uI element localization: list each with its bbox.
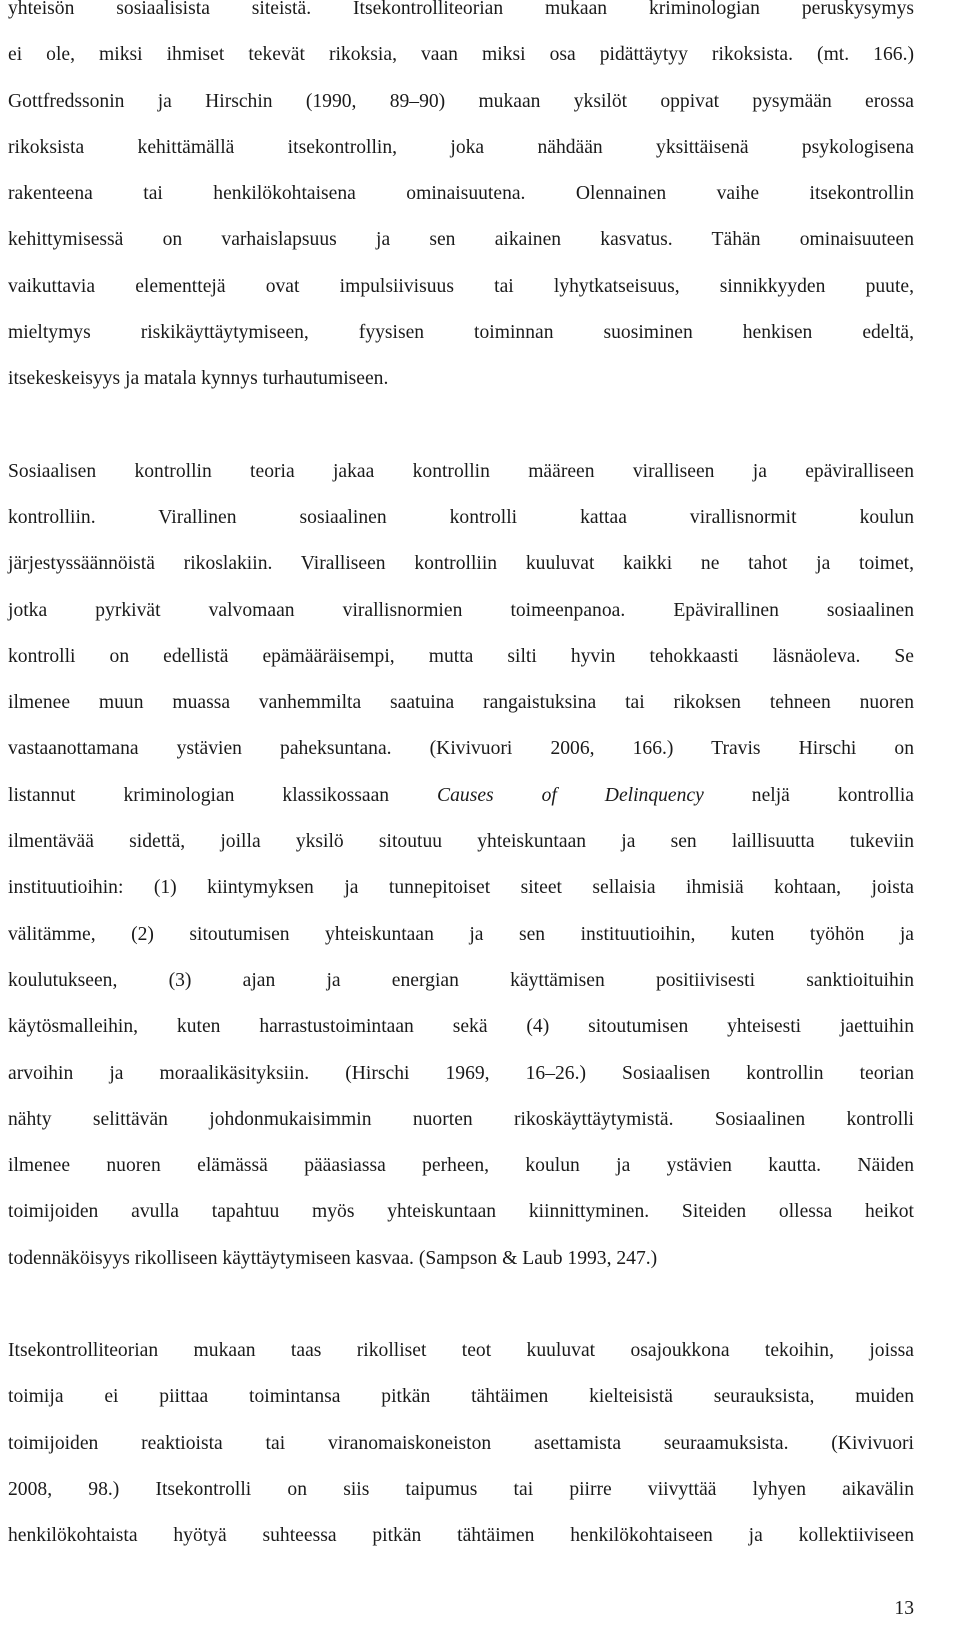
- page-number: 13: [894, 1598, 914, 1619]
- text-line: ei ole, miksi ihmiset tekevät rikoksia, vaan miksi osa pidättäytyy rikoksista. (mt. 166.): [8, 44, 914, 66]
- text-line: rikoksista kehittämällä itsekontrollin, joka nähdään yksittäisenä psykologisena: [8, 136, 914, 158]
- text-line: kontrolliin. Virallinen sosiaalinen kontrolli kattaa virallisnormit koulun: [8, 506, 914, 528]
- paragraph-3: [8, 1328, 914, 1559]
- text-line: vaikuttavia elementtejä ovat impulsiivisuus tai lyhytkatseisuus, sinnikkyyden puute,: [8, 275, 914, 297]
- text-line: Gottfredssonin ja Hirschin (1990, 89–90) mukaan yksilöt oppivat pysymään erossa: [8, 90, 914, 112]
- text-line: välitämme, (2) sitoutumisen yhteiskuntaan ja sen instituutioihin, kuten työhön ja: [8, 923, 914, 945]
- text-line: ilmenee muun muassa vanhemmilta saatuina rangaistuksina tai rikoksen tehneen nuoren: [8, 692, 914, 714]
- text-line: ilmentävää sidettä, joilla yksilö sitoutuu yhteiskuntaan ja sen laillisuutta tukeviin: [8, 831, 914, 853]
- text-line: todennäköisyys rikolliseen käyttäytymiseen kasvaa. (Sampson & Laub 1993, 247.): [8, 1247, 658, 1269]
- text-line: mieltymys riskikäyttäytymiseen, fyysisen toiminnan suosiminen henkisen edeltä,: [8, 322, 914, 344]
- text-line: käytösmalleihin, kuten harrastustoimintaan sekä (4) sitoutumisen yhteisesti jaettuihin: [8, 1016, 914, 1038]
- text-line: ilmenee nuoren elämässä pääasiassa perheen, koulun ja ystävien kautta. Näiden: [8, 1155, 914, 1177]
- paragraph-2: [8, 449, 914, 1282]
- text-segment: listannut kriminologian klassikossaan: [8, 784, 438, 806]
- text-line: toimijoiden reaktioista tai viranomaiskoneiston asettamista seuraamuksista. (Kivivuori: [8, 1432, 914, 1454]
- text-line: kehittymisessä on varhaislapsuus ja sen aikainen kasvatus. Tähän ominaisuuteen: [8, 229, 914, 251]
- text-line: kontrolli on edellistä epämääräisempi, mutta silti hyvin tehokkaasti läsnäoleva. Se: [8, 645, 914, 667]
- paragraph-1: [8, 0, 914, 403]
- text-line: toimija ei piittaa toimintansa pitkän tähtäimen kielteisistä seurauksista, muiden: [8, 1386, 914, 1408]
- paragraph-gap: [8, 1282, 914, 1328]
- text-segment: neljä kontrollia: [703, 784, 914, 806]
- text-line: 2008, 98.) Itsekontrolli on siis taipumus tai piirre viivyttää lyhyen aikavälin: [8, 1478, 914, 1500]
- book-title: Causes of Delinquency: [437, 784, 704, 806]
- text-line: toimijoiden avulla tapahtuu myös yhteiskuntaan kiinnittyminen. Siteiden ollessa heikot: [8, 1201, 914, 1223]
- text-line: henkilökohtaista hyötyä suhteessa pitkän tähtäimen henkilökohtaiseen ja kollektiiviseen: [8, 1525, 914, 1547]
- text-line: jotka pyrkivät valvomaan virallisnormien toimeenpanoa. Epävirallinen sosiaalinen: [8, 599, 914, 621]
- paragraph-gap: [8, 403, 914, 449]
- text-line: nähty selittävän johdonmukaisimmin nuorten rikoskäyttäytymistä. Sosiaalinen kontrolli: [8, 1108, 914, 1130]
- document-page: [8, 0, 914, 1560]
- text-line: järjestyssäännöistä rikoslakiin. Viralliseen kontrolliin kuuluvat kaikki ne tahot ja toimet,: [8, 553, 914, 575]
- text-line: instituutioihin: (1) kiintymyksen ja tunnepitoiset siteet sellaisia ihmisiä kohtaan, joista: [8, 877, 914, 899]
- text-line-with-title: [8, 773, 914, 819]
- text-line: itsekeskeisyys ja matala kynnys turhautumiseen.: [8, 368, 389, 390]
- text-line: koulutukseen, (3) ajan ja energian käyttämisen positiivisesti sanktioituihin: [8, 969, 914, 991]
- text-line: rakenteena tai henkilökohtaisena ominaisuutena. Olennainen vaihe itsekontrollin: [8, 183, 914, 205]
- text-line: Sosiaalisen kontrollin teoria jakaa kontrollin määreen viralliseen ja epäviralliseen: [8, 460, 914, 482]
- text-line: vastaanottamana ystävien paheksuntana. (Kivivuori 2006, 166.) Travis Hirschi on: [8, 738, 914, 760]
- text-line: arvoihin ja moraalikäsityksiin. (Hirschi 1969, 16–26.) Sosiaalisen kontrollin teorian: [8, 1062, 914, 1084]
- text-line: Itsekontrolliteorian mukaan taas rikolliset teot kuuluvat osajoukkona tekoihin, joissa: [8, 1340, 914, 1362]
- text-line: yhteisön sosiaalisista siteistä. Itsekontrolliteorian mukaan kriminologian peruskysymys: [8, 0, 914, 19]
